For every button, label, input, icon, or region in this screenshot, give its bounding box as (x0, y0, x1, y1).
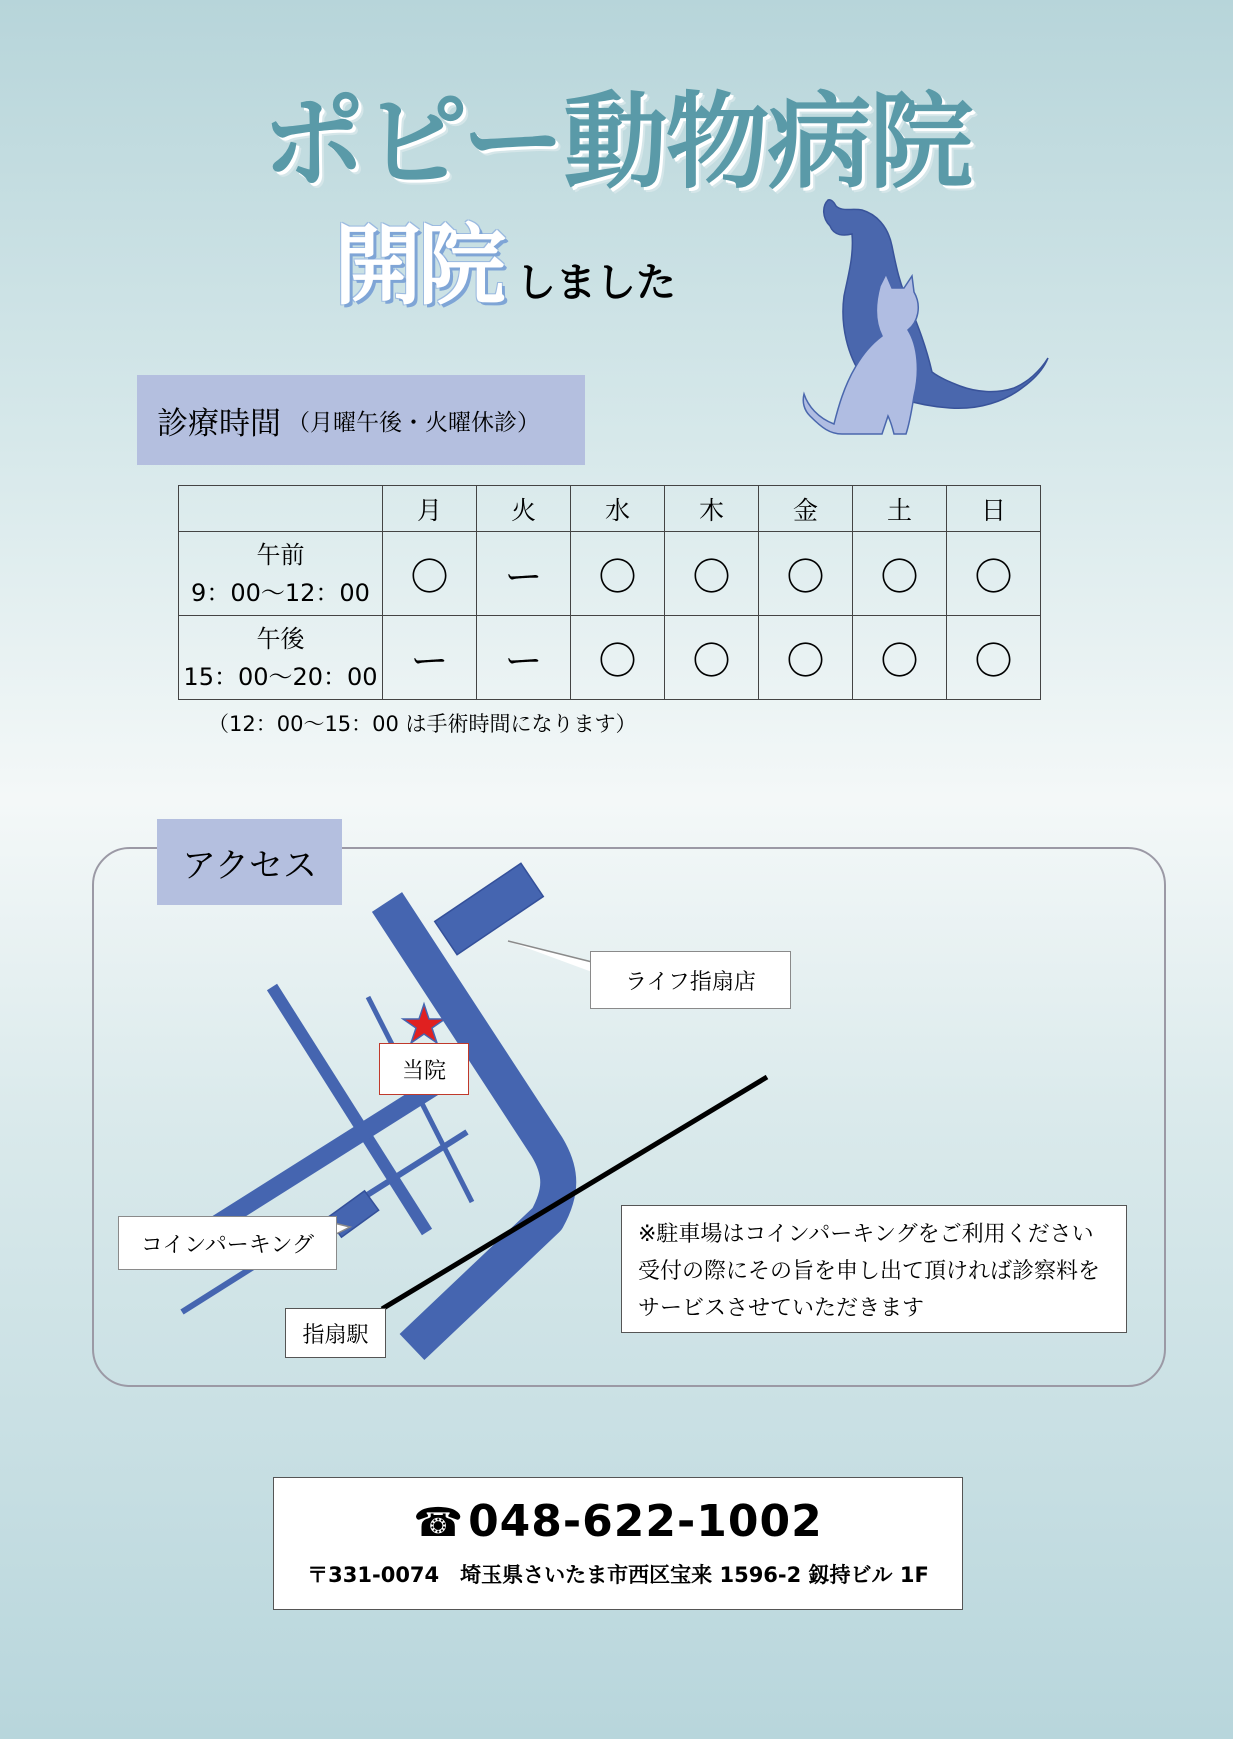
page-title: ポピー動物病院 (261, 81, 972, 203)
contact-box (273, 1477, 963, 1610)
row-header (179, 616, 383, 700)
availability-cell: 〇 (759, 616, 853, 700)
availability-cell: 〇 (383, 532, 477, 616)
availability-cell: 〇 (571, 616, 665, 700)
row-time: 15：00～20：00 (183, 662, 378, 691)
hours-table (178, 485, 1041, 700)
availability-cell: 〇 (759, 532, 853, 616)
table-row (179, 532, 1041, 616)
availability-cell: 〇 (571, 532, 665, 616)
day-header: 土 (853, 486, 947, 532)
telephone-icon: ☎ (413, 1500, 465, 1546)
availability-cell: 〇 (947, 616, 1041, 700)
availability-cell: 〇 (665, 532, 759, 616)
parking-note-line: 受付の際にその旨を申し出て頂ければ診察料を (638, 1259, 1101, 1284)
main-road (387, 902, 558, 1347)
parking-note (621, 1205, 1127, 1333)
availability-cell: 〇 (947, 532, 1041, 616)
row-header (179, 532, 383, 616)
address-text: 〒331-0074 埼玉県さいたま市西区宝来 1596-2 釼持ビル 1F (307, 1563, 929, 1587)
parking-note-line: サービスさせていただきます (638, 1296, 925, 1321)
table-row (179, 616, 1041, 700)
opened-heading (334, 196, 676, 322)
availability-cell: 〇 (853, 616, 947, 700)
dog-cat-silhouette-icon (800, 196, 1080, 442)
day-header: 日 (947, 486, 1041, 532)
availability-cell: ー (383, 616, 477, 700)
phone-number[interactable] (274, 1496, 962, 1547)
parking-note-line: ※駐車場はコインパーキングをご利用ください (638, 1222, 1094, 1247)
hours-label-text: 診療時間 (157, 405, 281, 442)
road (212, 1085, 437, 1227)
life-store-label: ライフ指扇店 (590, 951, 791, 1009)
table-header-row (179, 486, 1041, 532)
callout-pointer (508, 941, 592, 972)
row-name: 午後 (256, 624, 305, 653)
row-time: 9：00～12：00 (191, 578, 370, 607)
hours-section-label (137, 375, 585, 465)
availability-cell: ー (477, 616, 571, 700)
clinic-label: 当院 (379, 1043, 469, 1095)
day-header: 月 (383, 486, 477, 532)
hours-label-sub: （月曜午後・火曜休診） (287, 409, 540, 436)
availability-cell: 〇 (665, 616, 759, 700)
phone-text: 048-622-1002 (468, 1496, 823, 1547)
day-header: 水 (571, 486, 665, 532)
day-header: 金 (759, 486, 853, 532)
day-header: 火 (477, 486, 571, 532)
station-label: 指扇駅 (285, 1308, 386, 1358)
table-corner-cell (179, 486, 383, 532)
day-header: 木 (665, 486, 759, 532)
opened-small-text: しました (516, 260, 677, 306)
opened-big-text: 開院 (334, 214, 503, 317)
store-building (435, 863, 544, 954)
access-section-label: アクセス (157, 819, 342, 905)
row-name: 午前 (256, 540, 305, 569)
availability-cell: 〇 (853, 532, 947, 616)
availability-cell: ー (477, 532, 571, 616)
surgery-note: （12：00～15：00 は手術時間になります） (208, 712, 637, 736)
parking-label: コインパーキング (118, 1216, 337, 1270)
